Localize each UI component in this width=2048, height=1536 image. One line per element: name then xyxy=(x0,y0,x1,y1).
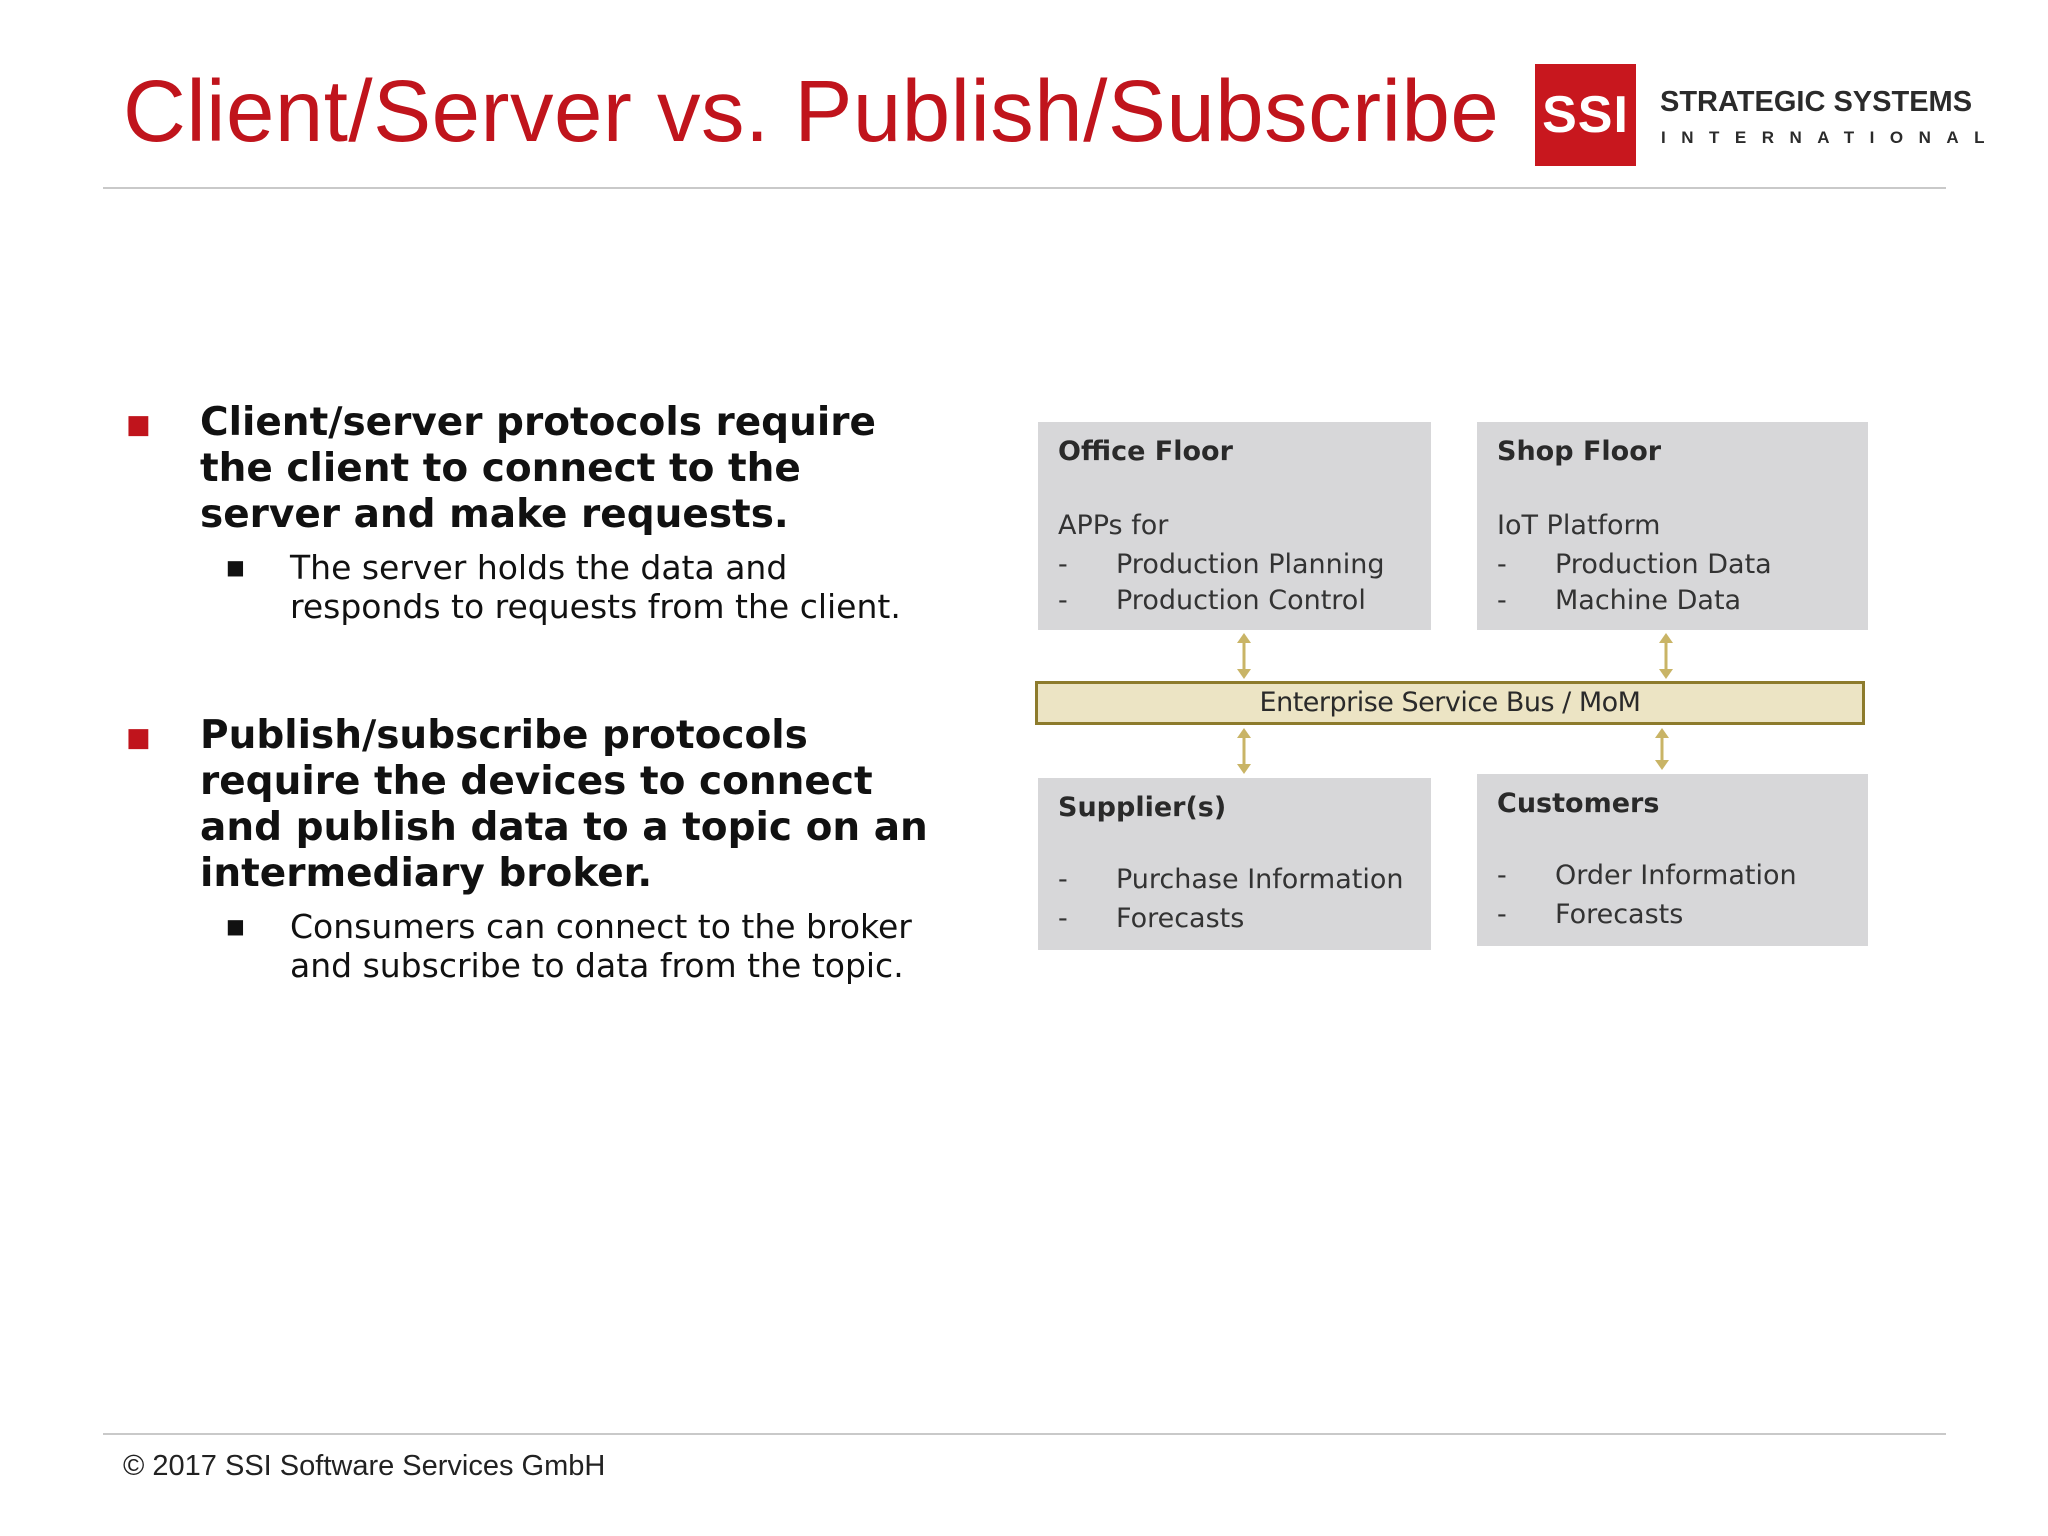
sub-bullet-marker: ■ xyxy=(226,555,245,579)
shop-floor-box xyxy=(1477,422,1868,630)
bullet-client-server xyxy=(120,400,940,626)
customers-item: - Order Information xyxy=(1497,860,1797,891)
title-divider xyxy=(103,187,1946,189)
bullet-text: Client/server protocols require the client to connect to the server and make requests. xyxy=(200,400,876,537)
bus-supplier-arrow xyxy=(1237,728,1251,774)
office-floor-item: - Production Control xyxy=(1058,585,1366,616)
logo-name: STRATEGIC SYSTEMS xyxy=(1660,86,1973,118)
sub-bullet-marker: ■ xyxy=(226,914,245,938)
bullet-marker: ■ xyxy=(126,410,151,440)
footer-divider xyxy=(103,1433,1946,1435)
office-bus-arrow xyxy=(1237,633,1251,679)
bus-customers-arrow xyxy=(1655,728,1669,770)
sub-bullet-text: Consumers can connect to the broker and subscribe to data from the topic. xyxy=(290,907,912,985)
bullet-main xyxy=(120,400,940,538)
shop-floor-title: Shop Floor xyxy=(1497,436,1662,467)
supplier-title: Supplier(s) xyxy=(1058,792,1227,823)
sub-bullet-text: The server holds the data and responds to requests from the client. xyxy=(290,548,901,626)
shop-floor-subtitle: IoT Platform xyxy=(1497,510,1661,541)
supplier-item: - Forecasts xyxy=(1058,903,1245,934)
office-floor-subtitle: APPs for xyxy=(1058,510,1169,541)
enterprise-service-bus: Enterprise Service Bus / MoM xyxy=(1035,681,1865,725)
bullet-main xyxy=(120,713,940,897)
bullet-text: Publish/subscribe protocols require the devices to connect and publish data to a topic on an intermediary broker. xyxy=(200,713,928,896)
office-floor-box xyxy=(1038,422,1431,630)
supplier-item: - Purchase Information xyxy=(1058,864,1404,895)
shop-floor-item: - Machine Data xyxy=(1497,585,1742,616)
shop-bus-arrow xyxy=(1659,633,1673,679)
customers-box xyxy=(1477,774,1868,946)
customers-item: - Forecasts xyxy=(1497,899,1684,930)
office-floor-title: Office Floor xyxy=(1058,436,1233,467)
logo-subname: INTERNATIONAL xyxy=(1661,128,2001,147)
shop-floor-item: - Production Data xyxy=(1497,549,1772,580)
slide-title: Client/Server vs. Publish/Subscribe xyxy=(123,63,1500,160)
sub-bullet xyxy=(120,907,940,985)
architecture-diagram xyxy=(1035,422,1871,952)
ssi-logo xyxy=(1535,64,2001,166)
sub-bullet xyxy=(120,548,940,626)
supplier-box xyxy=(1038,778,1431,950)
logo-mark: SSI xyxy=(1535,64,1636,166)
customers-title: Customers xyxy=(1497,788,1660,819)
copyright-footer: © 2017 SSI Software Services GmbH xyxy=(123,1450,606,1482)
bullet-publish-subscribe xyxy=(120,713,940,985)
office-floor-item: - Production Planning xyxy=(1058,549,1385,580)
bullet-marker: ■ xyxy=(126,723,151,753)
